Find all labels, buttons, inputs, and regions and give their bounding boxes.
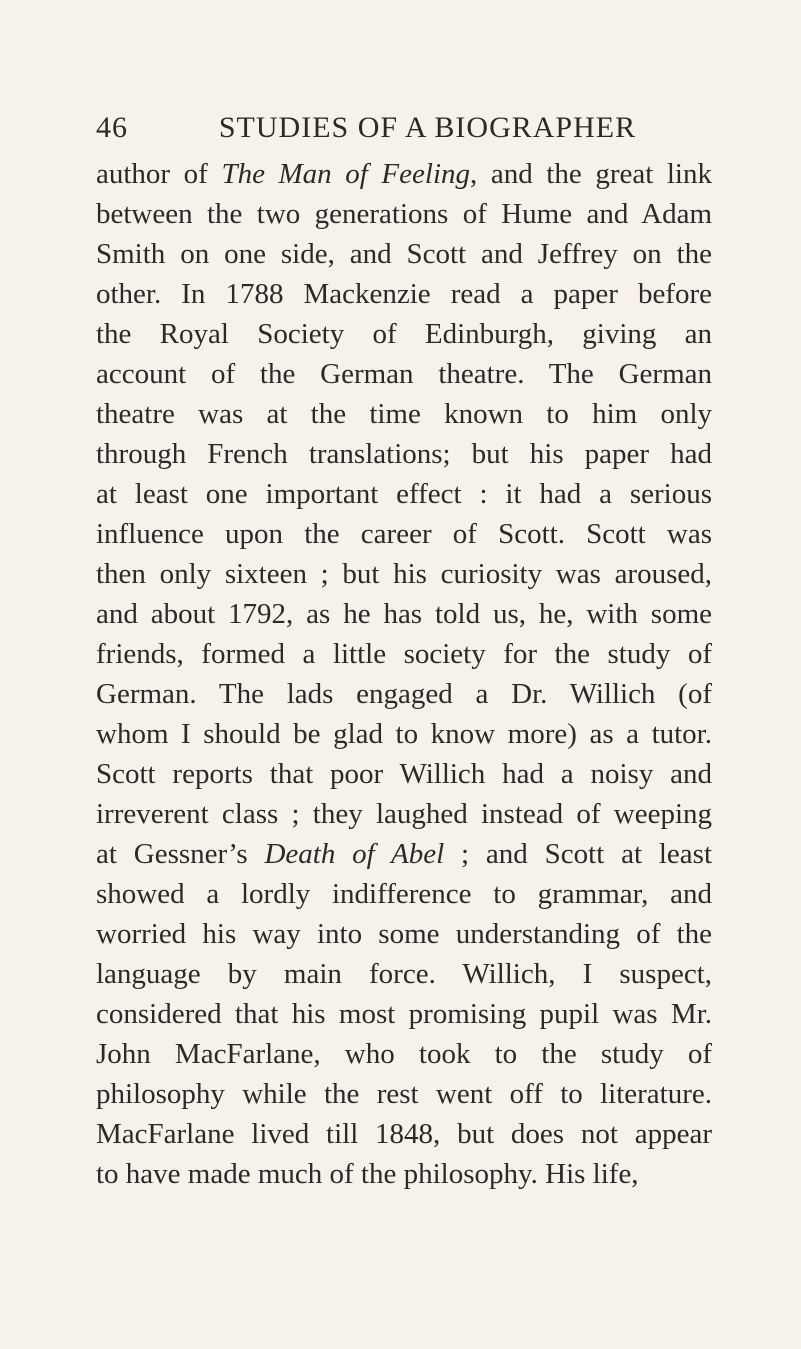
text-line — [96, 834, 712, 874]
text-segment: through French translations; but his paper had — [96, 438, 712, 470]
text-segment: philosophy while the rest went off to literature. — [96, 1078, 712, 1110]
text-line — [96, 874, 712, 914]
text-segment: at least one important effect : it had a serious — [96, 478, 712, 510]
text-line — [96, 754, 712, 794]
text-line — [96, 994, 712, 1034]
text-line — [96, 394, 712, 434]
text-line — [96, 554, 712, 594]
text-segment: between the two generations of Hume and Adam — [96, 198, 712, 230]
text-segment: influence upon the career of Scott. Scott was — [96, 518, 712, 550]
italic-title: Death of Abel — [264, 838, 445, 870]
text-line — [96, 154, 712, 194]
text-segment: Scott reports that poor Willich had a noisy and — [96, 758, 712, 790]
text-line — [96, 434, 712, 474]
text-segment: considered that his most promising pupil was Mr. — [96, 998, 712, 1030]
text-segment: friends, formed a little society for the study of — [96, 638, 712, 670]
text-line — [96, 1034, 712, 1074]
text-segment: worried his way into some understanding of the — [96, 918, 712, 950]
text-segment: Smith on one side, and Scott and Jeffrey on the — [96, 238, 712, 270]
text-segment: language by main force. Willich, I suspect, — [96, 958, 712, 990]
text-segment: , and the great link — [470, 158, 712, 190]
text-line — [96, 594, 712, 634]
text-segment: German. The lads engaged a Dr. Willich (of — [96, 678, 712, 710]
text-line — [96, 314, 712, 354]
text-line — [96, 674, 712, 714]
text-segment: showed a lordly indifference to grammar, and — [96, 878, 712, 910]
text-segment: theatre was at the time known to him only — [96, 398, 712, 430]
body-text — [96, 154, 712, 1194]
text-line — [96, 1114, 712, 1154]
text-segment: the Royal Society of Edinburgh, giving an — [96, 318, 712, 350]
italic-title: The Man of Feeling — [221, 158, 470, 190]
text-line — [96, 474, 712, 514]
text-segment: other. In 1788 Mackenzie read a paper before — [96, 278, 712, 310]
text-line — [96, 914, 712, 954]
running-head — [96, 111, 712, 151]
text-line — [96, 194, 712, 234]
text-segment: MacFarlane lived till 1848, but does not appear — [96, 1118, 712, 1150]
text-segment: ; and Scott at least — [444, 838, 712, 870]
text-segment: irreverent class ; they laughed instead of weeping — [96, 798, 712, 830]
text-segment: then only sixteen ; but his curiosity was aroused, — [96, 558, 712, 590]
text-line — [96, 234, 712, 274]
text-line — [96, 714, 712, 754]
text-segment: whom I should be glad to know more) as a tutor. — [96, 718, 712, 750]
page-number: 46 — [96, 111, 128, 144]
text-line — [96, 1154, 712, 1194]
text-line — [96, 514, 712, 554]
text-segment: account of the German theatre. The German — [96, 358, 712, 390]
text-segment: to have made much of the philosophy. His life, — [96, 1158, 639, 1190]
text-segment: at Gessner’s — [96, 838, 265, 870]
text-line — [96, 1074, 712, 1114]
text-line — [96, 274, 712, 314]
text-line — [96, 954, 712, 994]
text-segment: and about 1792, as he has told us, he, with some — [96, 598, 712, 630]
running-title: STUDIES OF A BIOGRAPHER — [218, 111, 637, 144]
text-line — [96, 354, 712, 394]
text-line — [96, 794, 712, 834]
text-segment: John MacFarlane, who took to the study of — [96, 1038, 712, 1070]
text-segment: author of — [96, 158, 222, 190]
text-line — [96, 634, 712, 674]
